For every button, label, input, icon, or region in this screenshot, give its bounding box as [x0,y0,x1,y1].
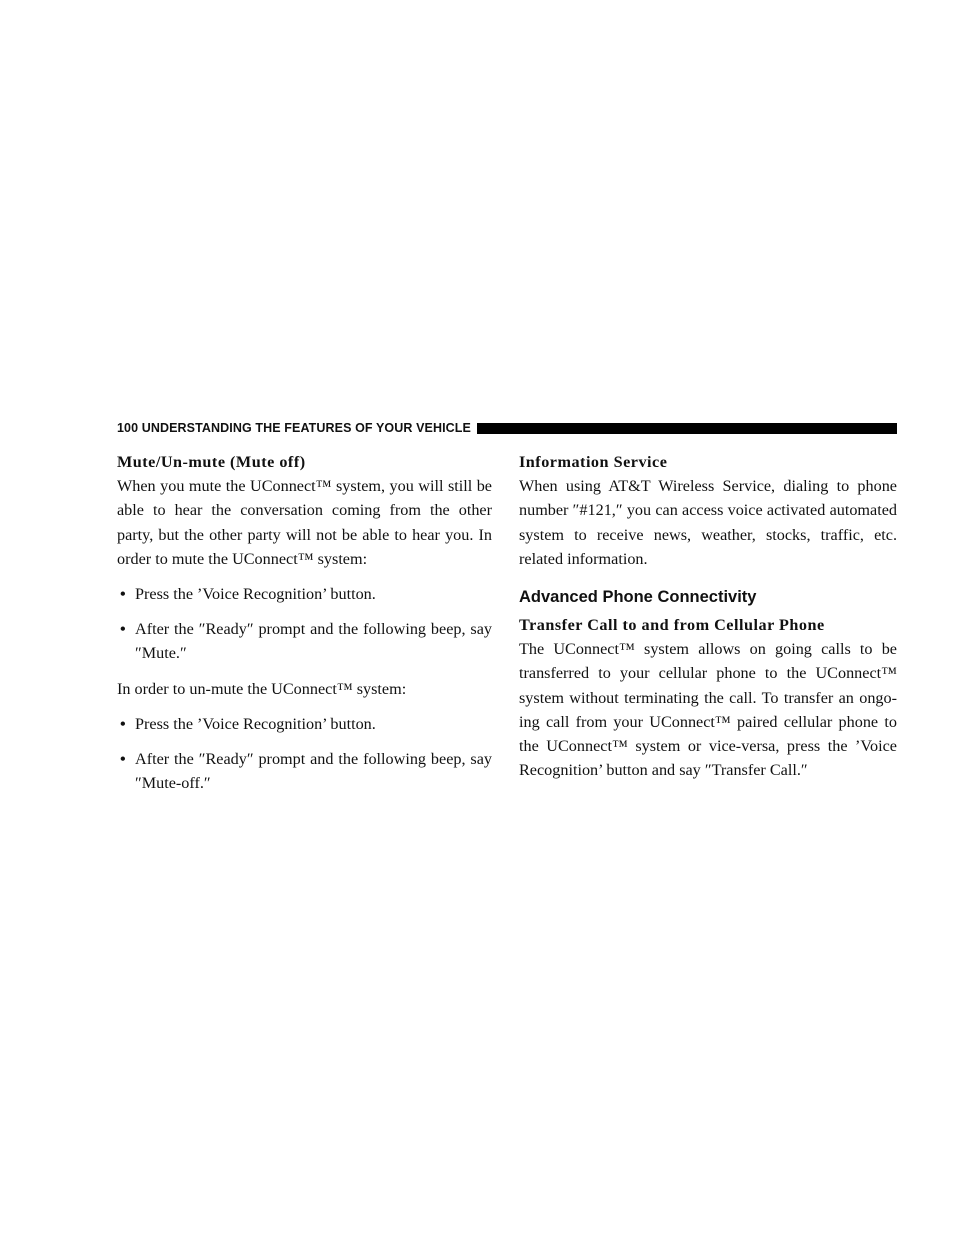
right-column [519,450,897,782]
section-title: Advanced Phone Connectivity [519,588,757,607]
bullet-icon: • [120,750,126,769]
header-rule [477,423,897,434]
running-header [117,419,897,437]
transfer-call-heading: Transfer Call to and from Cellular Phone [519,616,825,635]
information-service-paragraph: When using AT&T Wireless Service, dialing to phone number ″#121,″ you can access voice activated automated system to receive news, weather, stocks, traffic, etc. related information. [519,477,897,568]
bullet-icon: • [120,620,126,639]
mute-paragraph: When you mute the UConnect™ system, you will still be able to hear the conversation coming from the other party, but the other party will not be able to hear you. In order to mute the UConnect™ system: [117,477,492,568]
header-title: UNDERSTANDING THE FEATURES OF YOUR VEHICLE [141,421,471,435]
list-item-text: Press the ’Voice Recognition’ button. [135,585,376,604]
bullet-icon: • [120,714,126,733]
list-item [117,712,492,736]
mute-steps [117,582,492,666]
information-service-heading: Information Service [519,453,668,471]
left-column [117,450,492,795]
unmute-paragraph: In order to un-mute the UConnect™ system: [117,679,407,698]
bullet-icon: • [120,585,126,604]
list-item [117,747,492,795]
unmute-steps [117,712,492,796]
list-item-text: Press the ’Voice Recognition’ button. [135,714,376,733]
transfer-call-paragraph: The UConnect™ system allows on going calls to be transferred to your cellular phone to the UConnect™ system without terminating the call. To transfer an ongo-ing call from your UConnect™ paired cellular phone to the UConnect™ system or vice-versa, press the ’Voice Recognition’ button and say ″Transfer Call.″ [519,640,897,780]
list-item-text: After the ″Ready″ prompt and the following beep, say ″Mute.″ [135,620,492,663]
list-item [117,582,492,606]
list-item-text: After the ″Ready″ prompt and the following beep, say ″Mute-off.″ [135,750,492,793]
list-item [117,617,492,665]
page-number: 100 [117,421,139,435]
mute-heading: Mute/Un-mute (Mute off) [117,453,306,471]
page-header-text [117,421,471,435]
